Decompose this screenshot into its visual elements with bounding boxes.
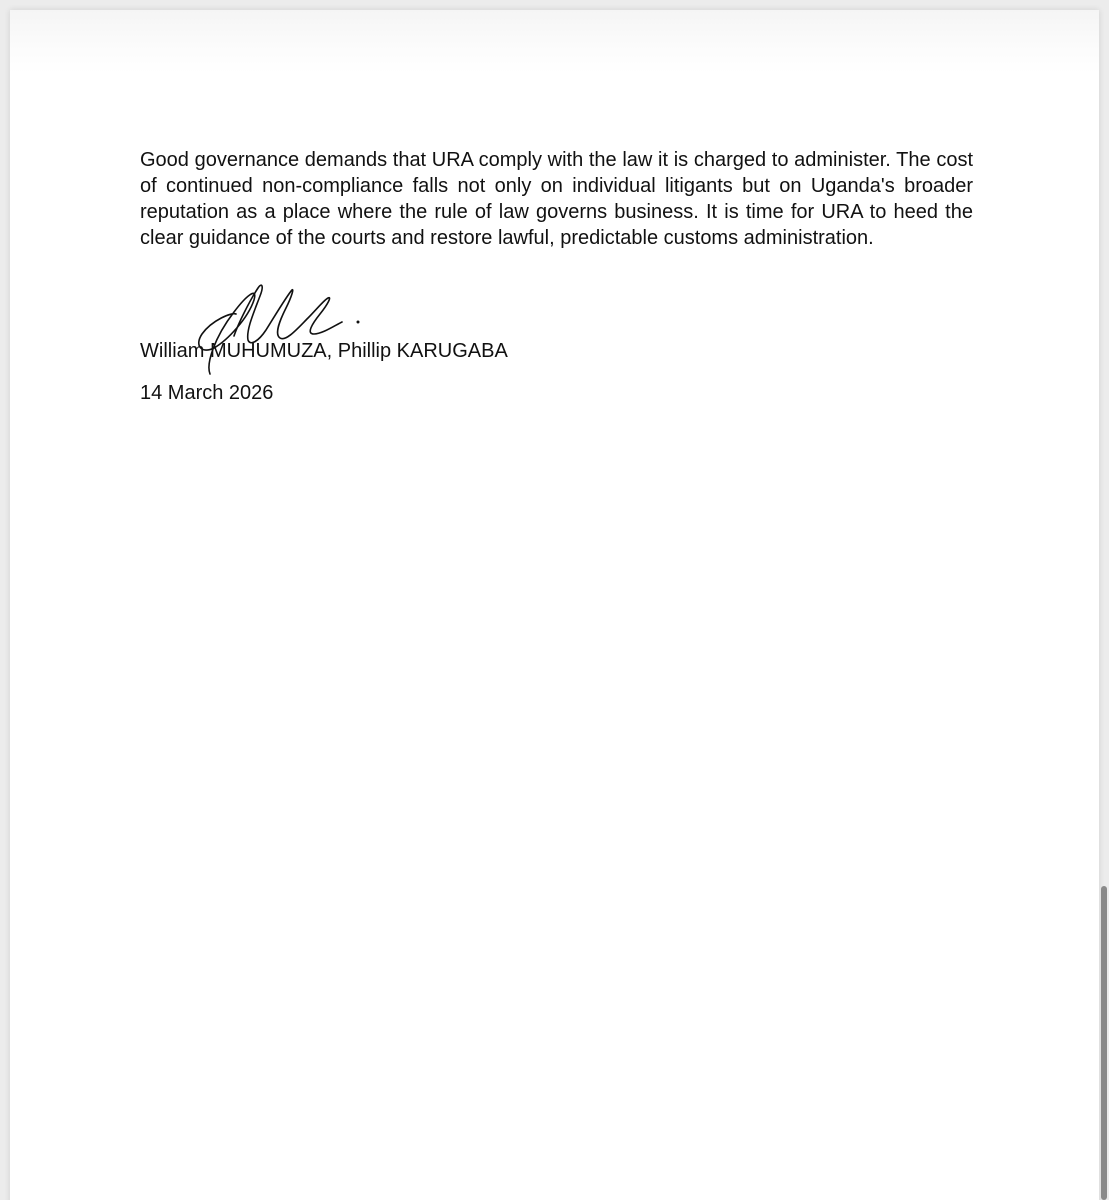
scrollbar-thumb[interactable] [1101,886,1107,1200]
vertical-scrollbar[interactable] [1099,10,1107,1200]
document-page [10,10,1099,1200]
document-date: 14 March 2026 [140,382,274,404]
closing-paragraph: Good governance demands that URA comply with the law it is charged to administer. The cost of continued non-compliance falls not only on individual litigants but on Uganda's broader reputation as a place where the rule of law governs business. It is time for URA to heed the clear guidance of the courts and restore lawful, predictable customs administration. [140,149,973,249]
signatory-names: William MUHUMUZA, Phillip KARUGABA [140,340,508,362]
page-top-fade [10,10,1099,74]
